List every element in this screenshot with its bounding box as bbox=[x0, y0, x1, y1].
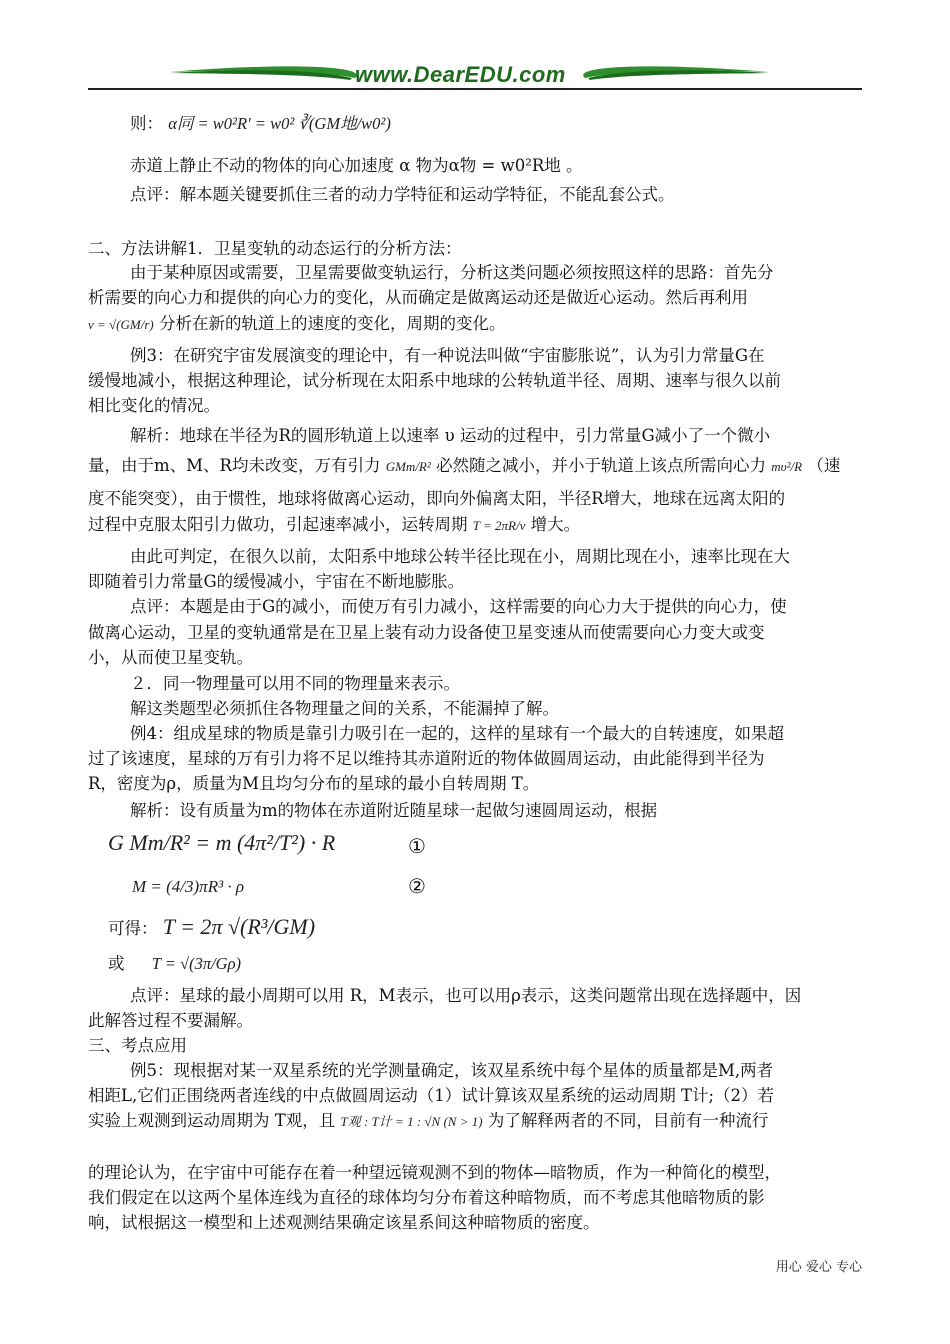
text-segment: 量，由于m、M、R均未改变，万有引力 bbox=[88, 456, 381, 475]
equation-number-2: ② bbox=[408, 874, 426, 898]
text-line: 我们假定在以这两个星体连线为直径的球体均匀分布着这种暗物质，而不考虑其他暗物质的影 bbox=[88, 1188, 765, 1207]
text-line: 点评：星球的最小周期可以用 R，M表示，也可以用ρ表示，这类问题常出现在选择题中，因 bbox=[130, 986, 802, 1005]
text-line: 解析：设有质量为m的物体在赤道附近随星球一起做匀速圆周运动，根据 bbox=[130, 801, 658, 820]
formula-period-ratio: T观 : T计 = 1 : √N (N > 1) bbox=[340, 1114, 483, 1129]
text-line: R，密度为ρ，质量为M且均匀分布的星球的最小自转周期 T。 bbox=[88, 774, 540, 793]
text-line: 点评：解本题关键要抓住三者的动力学特征和运动学特征，不能乱套公式。 bbox=[130, 185, 675, 204]
section-heading: 三、考点应用 bbox=[88, 1036, 187, 1055]
text-line bbox=[88, 1110, 768, 1133]
text-line bbox=[130, 113, 391, 135]
section-heading: 二、方法讲解1．卫星变轨的动态运行的分析方法： bbox=[88, 239, 462, 258]
formula-centripetal: mυ²/R bbox=[771, 459, 803, 474]
text-line: 缓慢地减小，根据这种理论，试分析现在太阳系中地球的公转轨道半径、周期、速率与很久以前 bbox=[88, 371, 781, 390]
text-line: 即随着引力常量G的缓慢减小，宇宙在不断地膨胀。 bbox=[88, 572, 465, 591]
equation-3-line bbox=[108, 916, 315, 940]
text-line: 析需要的向心力和提供的向心力的变化，从而确定是做离运动还是做近心运动。然后再利用 bbox=[88, 288, 748, 307]
equation-1: G Mm/R² = m (4π²/T²) · R bbox=[108, 830, 336, 855]
formula-sync-accel: α同 = w0²R′ = w0² ∛(GM地/w0²) bbox=[168, 114, 391, 133]
text-segment: 分析在新的轨道上的速度的变化，周期的变化。 bbox=[158, 314, 506, 333]
equation-3: T = 2π √(R³/GM) bbox=[162, 914, 316, 939]
formula-gravity: GMm/R² bbox=[385, 459, 431, 474]
text-segment: 必然随之减小，并小于轨道上该点所需向心力 bbox=[436, 456, 767, 475]
text-line: 解析：地球在半径为R的圆形轨道上以速率 υ 运动的过程中，引力常量G减小了一个微小 bbox=[130, 426, 771, 445]
text-line: 例4：组成星球的物质是靠引力吸引在一起的，这样的星球有一个最大的自转速度，如果超 bbox=[130, 724, 784, 743]
formula-velocity: v = √(GM/r) bbox=[88, 317, 154, 332]
label-or: 或 bbox=[108, 954, 125, 973]
text-segment: 实验上观测到运动周期为 T观，且 bbox=[88, 1111, 336, 1130]
text-line: 解这类题型必须抓住各物理量之间的关系，不能漏掉了解。 bbox=[130, 699, 559, 718]
text-segment: 为了解释两者的不同，目前有一种流行 bbox=[487, 1111, 769, 1130]
text-line bbox=[88, 455, 840, 478]
text-segment: 增大。 bbox=[530, 515, 581, 534]
text-line: 响，试根据这一模型和上述观测结果确定该星系间这种暗物质的密度。 bbox=[88, 1213, 600, 1232]
label-result: 可得： bbox=[108, 919, 158, 938]
text-line: 由此可判定，在很久以前，太阳系中地球公转半径比现在小，周期比现在小，速率比现在大 bbox=[130, 547, 790, 566]
text-line bbox=[88, 313, 505, 336]
text-line bbox=[88, 514, 580, 537]
header-site-url: www.DearEDU.com bbox=[355, 62, 566, 87]
equation-number-1: ① bbox=[408, 834, 426, 858]
text-line: 相比变化的情况。 bbox=[88, 396, 220, 415]
text-line: 例3：在研究宇宙发展演变的理论中，有一种说法叫做“宇宙膨胀说”，认为引力常量G在 bbox=[130, 346, 765, 365]
text-line: 点评：本题是由于G的减小，而使万有引力减小，这样需要的向心力大于提供的向心力，使 bbox=[130, 597, 787, 616]
equation-2: M = (4/3)πR³ · ρ bbox=[132, 877, 245, 896]
text-segment: （速 bbox=[807, 456, 841, 475]
text-line: 赤道上静止不动的物体的向心加速度 α 物为α物 = w0²R地 。 bbox=[130, 156, 583, 175]
text-line: 由于某种原因或需要，卫星需要做变轨运行，分析这类问题必须按照这样的思路：首先分 bbox=[130, 263, 774, 282]
text-line: 小，从而使卫星变轨。 bbox=[88, 648, 253, 667]
text-line: 相距L,它们正围绕两者连线的中点做圆周运动（1）试计算该双星系统的运动周期 T计;（2）若 bbox=[88, 1086, 775, 1105]
text-segment: 过程中克服太阳引力做功，引起速率减小，运转周期 bbox=[88, 515, 468, 534]
text-line: 度不能突变），由于惯性，地球将做离心运动，即向外偏离太阳，半径R增大，地球在远离太阳的 bbox=[88, 489, 786, 508]
formula-period: T = 2πR/v bbox=[472, 518, 526, 533]
equation-4: T = √(3π/Gρ) bbox=[151, 954, 241, 973]
text-line: ２．同一物理量可以用不同的物理量来表示。 bbox=[130, 674, 460, 693]
label-then: 则： bbox=[130, 114, 163, 133]
text-line: 此解答过程不要漏解。 bbox=[88, 1011, 253, 1030]
footer-slogan: 用心 爱心 专心 bbox=[775, 1260, 862, 1275]
text-line: 例5：现根据对某一双星系统的光学测量确定，该双星系统中每个星体的质量都是M,两者 bbox=[130, 1061, 774, 1080]
equation-4-line bbox=[108, 953, 241, 975]
text-line: 做离心运动，卫星的变轨通常是在卫星上装有动力设备使卫星变速从而使需要向心力变大或变 bbox=[88, 623, 765, 642]
text-line: 的理论认为，在宇宙中可能存在着一种望远镜观测不到的物体—暗物质，作为一种简化的模型， bbox=[88, 1163, 781, 1182]
header-rule bbox=[88, 88, 862, 90]
text-line: 过了该速度，星球的万有引力将不足以维持其赤道附近的物体做圆周运动，由此能得到半径为 bbox=[88, 749, 765, 768]
